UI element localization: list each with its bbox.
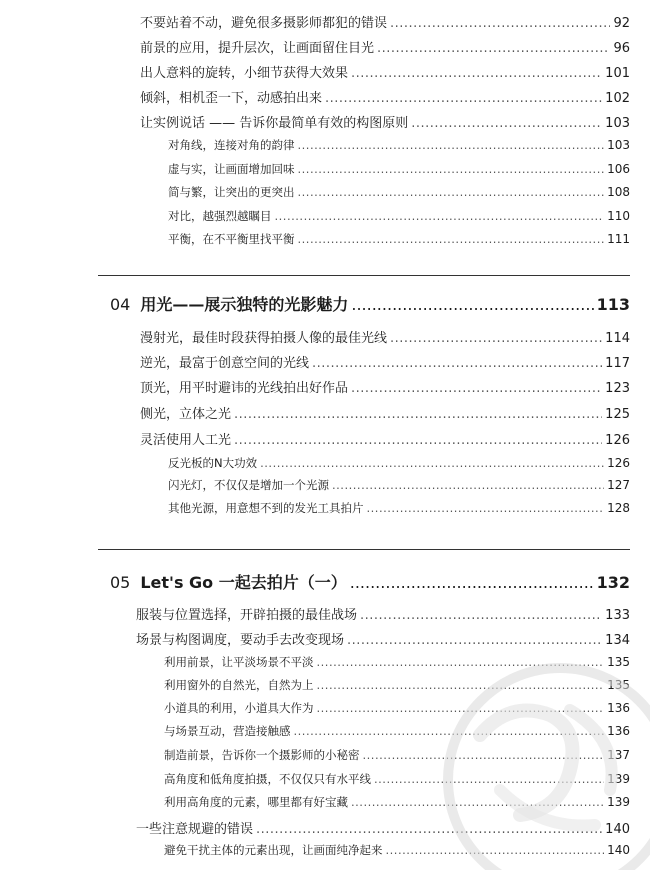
toc-entry-title: 小道具的利用，小道具大作为 [164, 701, 314, 715]
toc-entry-title: 对比，越强烈越瞩目 [168, 209, 272, 223]
toc-entry-title: 一些注意规避的错误 [136, 822, 254, 837]
toc-entry [140, 112, 630, 131]
toc-entry-title: 虚与实，让画面增加回味 [168, 162, 295, 176]
dot-leader [256, 822, 602, 837]
toc-subentry [168, 500, 630, 516]
toc-entry [136, 604, 630, 623]
toc-entry-title: 避免干扰主体的元素出现，让画面纯净起来 [164, 843, 383, 857]
toc-entry-title: 前景的应用，提升层次，让画面留住目光 [140, 41, 375, 56]
chapter-title: 用光——展示独特的光影魅力 [140, 295, 349, 314]
toc-entry-page: 110 [607, 209, 630, 223]
dot-leader [234, 407, 602, 422]
chapter-heading [110, 292, 630, 315]
toc-subentry [164, 747, 630, 763]
toc-entry [140, 62, 630, 81]
toc-entry-page: 139 [607, 772, 630, 786]
toc-entry-page: 126 [605, 433, 630, 448]
toc-entry-page: 137 [607, 748, 630, 762]
toc-entry [140, 87, 630, 106]
dot-leader [298, 185, 605, 199]
toc-entry-page: 135 [607, 655, 630, 669]
toc-subentry [164, 723, 630, 739]
toc-entry-page: 111 [607, 232, 630, 246]
toc-entry-page: 117 [605, 356, 630, 371]
toc-entry-page: 103 [607, 138, 630, 152]
toc-subentry [168, 137, 630, 153]
toc-subentry [164, 771, 630, 787]
toc-entry [140, 377, 630, 396]
toc-entry-page: 101 [605, 66, 630, 81]
toc-entry-title: 利用窗外的自然光，自然为上 [164, 678, 314, 692]
toc-entry-page: 139 [607, 795, 630, 809]
toc-entry-title: 让实例说话 —— 告诉你最简单有效的构图原则 [140, 116, 409, 131]
dot-leader [260, 456, 604, 470]
dot-leader [363, 748, 605, 762]
dot-leader [350, 573, 594, 592]
toc-entry-page: 140 [607, 843, 630, 857]
dot-leader [360, 608, 602, 623]
toc-subentry [164, 794, 630, 810]
toc-entry-title: 平衡，在不平衡里找平衡 [168, 232, 295, 246]
dot-leader [351, 795, 604, 809]
toc-subentry [168, 477, 630, 493]
toc-entry-title: 利用前景，让平淡场景不平淡 [164, 655, 314, 669]
dot-leader [390, 16, 610, 31]
dot-leader [351, 381, 602, 396]
dot-leader [390, 331, 602, 346]
toc-entry-title: 顶光，用平时避讳的光线拍出好作品 [140, 381, 349, 396]
toc-entry-title: 制造前景，告诉你一个摄影师的小秘密 [164, 748, 360, 762]
toc-entry [140, 352, 630, 371]
toc-entry [136, 818, 630, 837]
toc-entry-title: 高角度和低角度拍摄，不仅仅只有水平线 [164, 772, 371, 786]
toc-entry [140, 403, 630, 422]
toc-entry-page: 123 [605, 381, 630, 396]
toc-subentry [164, 677, 630, 693]
toc-entry-page: 136 [607, 701, 630, 715]
toc-entry [140, 12, 630, 31]
toc-entry-title: 漫射光，最佳时段获得拍摄人像的最佳光线 [140, 331, 388, 346]
dot-leader [298, 162, 605, 176]
toc-entry-page: 96 [613, 41, 630, 56]
chapter-heading [110, 570, 630, 593]
toc-entry-title: 逆光，最富于创意空间的光线 [140, 356, 310, 371]
dot-leader [234, 433, 602, 448]
toc-subentry [168, 231, 630, 247]
toc-entry-title: 与场景互动，营造接触感 [164, 724, 291, 738]
toc-entry-page: 140 [605, 822, 630, 837]
toc-subentry [164, 700, 630, 716]
chapter-number: 05 [110, 573, 131, 592]
dot-leader [347, 633, 602, 648]
toc-entry-page: 134 [605, 633, 630, 648]
toc-entry-page: 92 [613, 16, 630, 31]
toc-entry-title: 场景与构图调度，要动手去改变现场 [136, 633, 345, 648]
toc-entry-page: 128 [607, 501, 630, 515]
toc-entry-title: 对角线，连接对角的韵律 [168, 138, 295, 152]
toc-entry-page: 135 [607, 678, 630, 692]
dot-leader [298, 138, 605, 152]
dot-leader [317, 655, 605, 669]
toc-subentry [168, 161, 630, 177]
toc-entry-page: 114 [605, 331, 630, 346]
dot-leader [351, 295, 593, 314]
chapter-page: 132 [596, 573, 630, 592]
dot-leader [325, 91, 602, 106]
dot-leader [275, 209, 605, 223]
toc-entry-page: 108 [607, 185, 630, 199]
dot-leader [298, 232, 605, 246]
dot-leader [332, 478, 604, 492]
toc-entry-title: 灵活使用人工光 [140, 433, 232, 448]
toc-entry-title: 出人意料的旋转，小细节获得大效果 [140, 66, 349, 81]
toc-subentry [164, 654, 630, 670]
toc-entry-page: 133 [605, 608, 630, 623]
dot-leader [317, 701, 605, 715]
toc-entry [140, 327, 630, 346]
toc-entry-title: 反光板的N大功效 [168, 456, 258, 470]
toc-entry-page: 136 [607, 724, 630, 738]
toc-entry-title: 闪光灯，不仅仅是增加一个光源 [168, 478, 329, 492]
toc-entry-title: 简与繁，让突出的更突出 [168, 185, 295, 199]
toc-entry-title: 利用高角度的元素，哪里都有好宝藏 [164, 795, 348, 809]
dot-leader [317, 678, 605, 692]
dot-leader [351, 66, 602, 81]
toc-subentry [168, 208, 630, 224]
toc-subentry [168, 455, 630, 471]
dot-leader [386, 843, 605, 857]
chapter-number: 04 [110, 295, 131, 314]
toc-subentry [168, 184, 630, 200]
toc-entry-title: 不要站着不动，避免很多摄影师都犯的错误 [140, 16, 388, 31]
dot-leader [374, 772, 604, 786]
dot-leader [411, 116, 602, 131]
toc-entry-page: 103 [605, 116, 630, 131]
toc-entry-page: 126 [607, 456, 630, 470]
toc-entry-page: 102 [605, 91, 630, 106]
toc-entry-title: 服装与位置选择，开辟拍摄的最佳战场 [136, 608, 358, 623]
toc-entry-page: 106 [607, 162, 630, 176]
section-divider [98, 549, 630, 550]
toc-entry [136, 629, 630, 648]
dot-leader [367, 501, 605, 515]
toc-entry-page: 127 [607, 478, 630, 492]
toc-subentry [164, 842, 630, 858]
toc-entry [140, 37, 630, 56]
dot-leader [294, 724, 605, 738]
chapter-page: 113 [596, 295, 630, 314]
toc-entry-title: 侧光，立体之光 [140, 407, 232, 422]
toc-entry-page: 125 [605, 407, 630, 422]
toc-entry-title: 其他光源，用意想不到的发光工具拍片 [168, 501, 364, 515]
section-divider [98, 275, 630, 276]
chapter-title: Let's Go 一起去拍片（一） [140, 573, 347, 592]
toc-entry-title: 倾斜，相机歪一下，动感拍出来 [140, 91, 323, 106]
toc-entry [140, 429, 630, 448]
dot-leader [312, 356, 602, 371]
dot-leader [377, 41, 610, 56]
